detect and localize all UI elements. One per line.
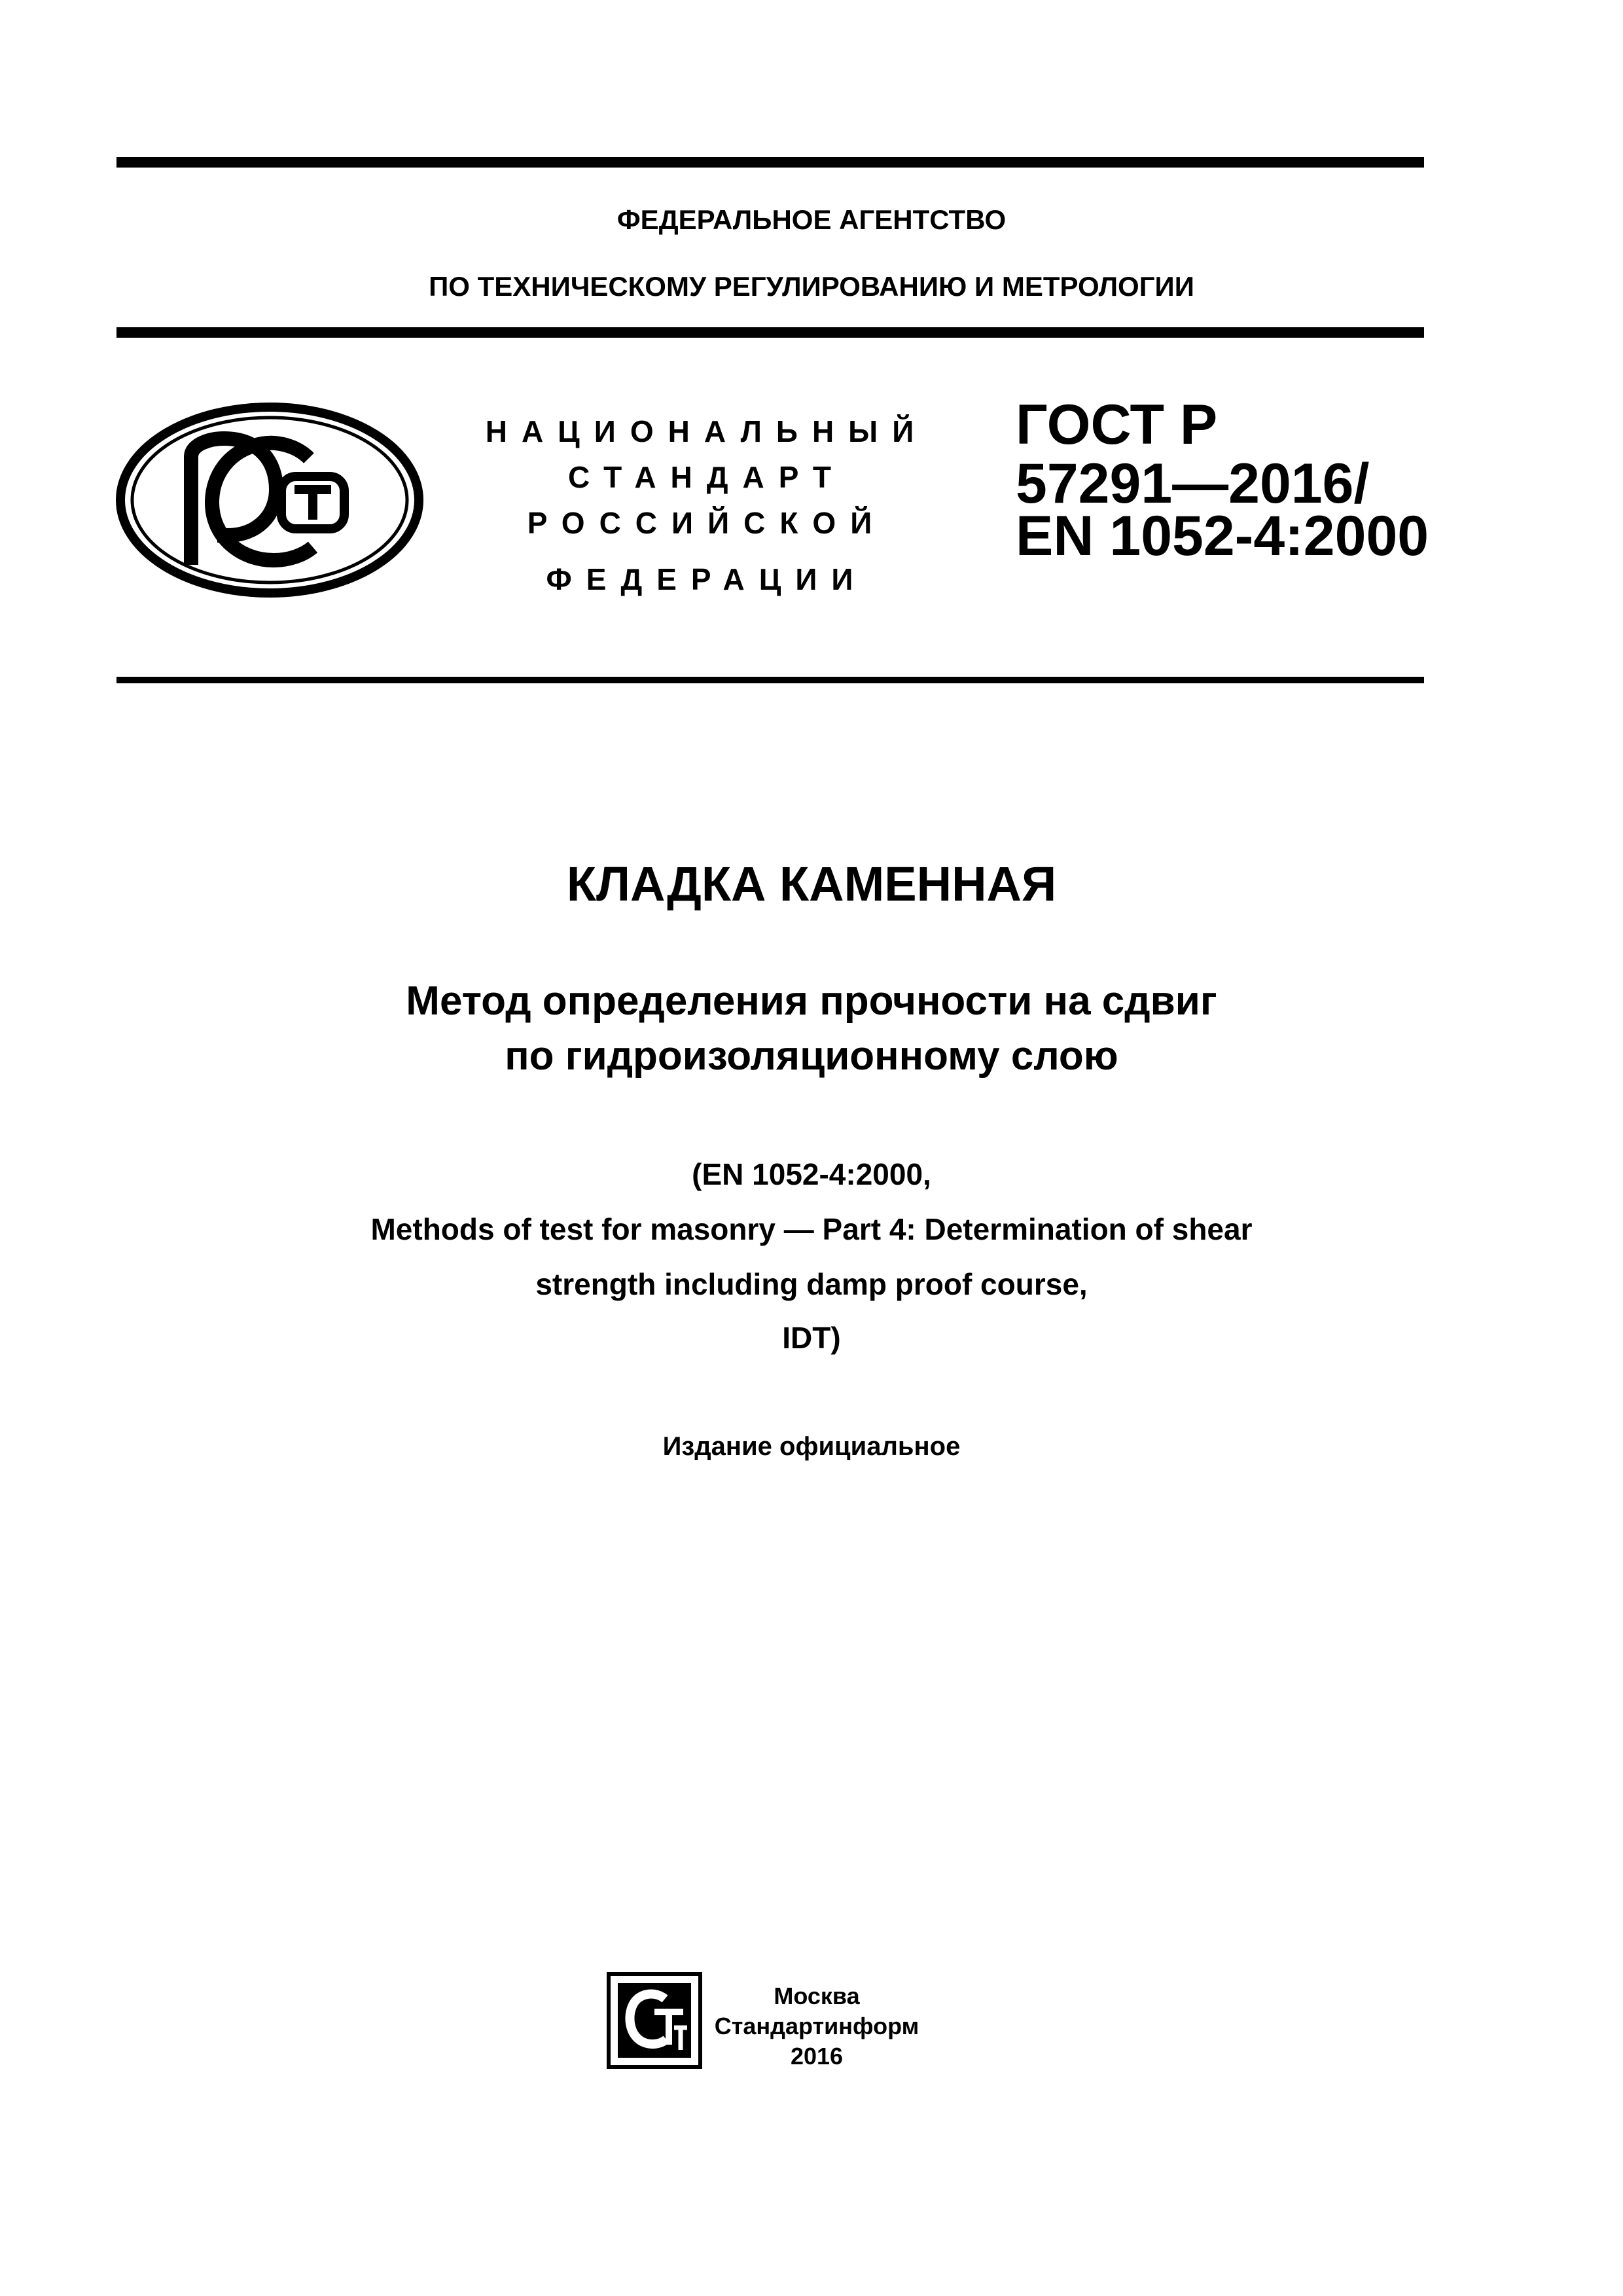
top-rule <box>116 157 1424 168</box>
document-title: КЛАДКА КАМЕННАЯ <box>566 857 1057 911</box>
agency-line-2: ПО ТЕХНИЧЕСКОМУ РЕГУЛИРОВАНИЮ И МЕТРОЛОГИИ <box>429 271 1194 302</box>
edition-label: Издание официальное <box>662 1432 961 1461</box>
gost-code-line-2: 57291—2016/ <box>1016 452 1370 515</box>
en-reference-line-1: (EN 1052-4:2000, <box>692 1157 931 1191</box>
subtitle-line-1: Метод определения прочности на сдвиг <box>406 978 1217 1024</box>
standard-block-rule <box>116 677 1424 683</box>
national-standard-line-3: РОССИЙСКОЙ <box>527 506 887 540</box>
gost-code-line-3: EN 1052-4:2000 <box>1016 505 1429 567</box>
publisher-name: Стандартинформ <box>714 2013 919 2039</box>
en-reference-line-3: strength including damp proof course, <box>535 1267 1088 1301</box>
en-reference-line-2: Methods of test for masonry — Part 4: Determination of shear <box>370 1212 1253 1246</box>
standartinform-logo-icon <box>606 1971 703 2070</box>
national-standard-line-4: ФЕДЕРАЦИИ <box>546 562 868 596</box>
en-reference-line-4: IDT) <box>782 1321 841 1355</box>
rst-certification-logo-icon <box>113 398 427 602</box>
publisher-city: Москва <box>774 1982 860 2009</box>
publisher-year: 2016 <box>790 2043 844 2070</box>
national-standard-line-2: СТАНДАРТ <box>568 460 846 494</box>
national-standard-line-1: НАЦИОНАЛЬНЫЙ <box>485 414 929 448</box>
header-rule <box>116 327 1424 338</box>
agency-line-1: ФЕДЕРАЛЬНОЕ АГЕНТСТВО <box>616 204 1007 235</box>
subtitle-line-2: по гидроизоляционному слою <box>505 1033 1118 1079</box>
gost-code-line-1: ГОСТ Р <box>1016 393 1218 456</box>
